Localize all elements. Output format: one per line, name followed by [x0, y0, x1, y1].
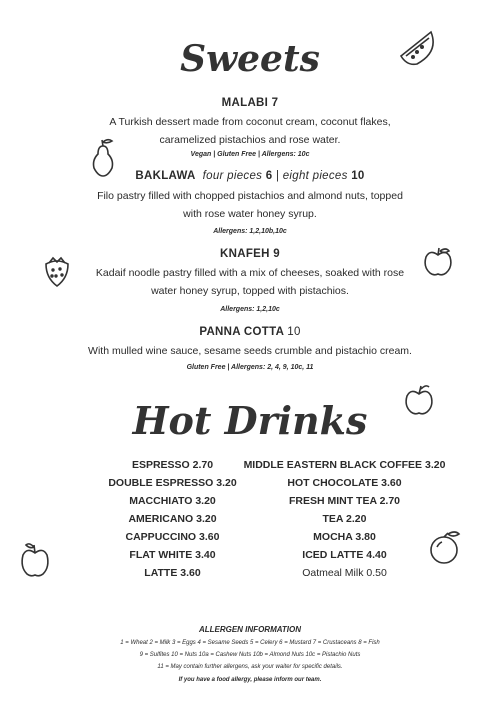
drink-left-2: DOUBLE ESPRESSO 3.20: [108, 477, 237, 489]
knafeh-name: KNAFEH: [220, 248, 270, 260]
apple-icon: [17, 539, 53, 581]
drink-right-2: HOT CHOCOLATE 3.60: [287, 477, 402, 489]
panna-cotta-meta: Gluten Free | Allergens: 2, 4, 9, 10c, 11: [186, 364, 314, 371]
malabi-title: [0, 97, 500, 109]
panna-cotta-title: [0, 326, 500, 338]
malabi-name: MALABI: [221, 97, 269, 109]
drink-left-6: FLAT WHITE 3.40: [129, 549, 216, 561]
malabi-description: [70, 113, 430, 149]
apple-icon: [401, 380, 437, 418]
knafeh-meta: Allergens: 1,2,10c: [220, 306, 280, 313]
baklawa-description: [70, 187, 430, 223]
drink-left-5: CAPPUCCINO 3.60: [125, 531, 220, 543]
drink-left-1: ESPRESSO 2.70: [131, 459, 214, 471]
apple-icon: [420, 243, 456, 279]
desc-line: water honey syrup, topped with pistachios.: [151, 285, 349, 297]
baklawa-title: [0, 170, 500, 182]
orange-icon: [425, 527, 465, 567]
desc-line: Filo pastry filled with chopped pistachios and almond nuts, topped: [97, 190, 403, 202]
knafeh-price: 9: [273, 248, 280, 260]
hot-drinks-heading: Hot Drinks: [132, 398, 368, 443]
drink-right-3: FRESH MINT TEA 2.70: [288, 495, 401, 507]
strawberry-icon: [41, 254, 73, 288]
panna-cotta-price: 10: [287, 326, 301, 338]
baklawa-option2: eight pieces: [282, 170, 348, 182]
panna-cotta-description: [40, 342, 460, 360]
allergen-title: ALLERGEN INFORMATION: [198, 625, 302, 634]
allergen-line-4: If you have a food allergy, please inform our team.: [178, 677, 322, 683]
desc-line: A Turkish dessert made from coconut cream, coconut flakes,: [109, 116, 391, 128]
allergen-line-3: 11 = May contain further allergens, ask your waiter for specific details.: [157, 664, 343, 670]
sweets-heading: Sweets: [180, 38, 320, 80]
knafeh-description: [70, 264, 430, 300]
drink-left-3: MACCHIATO 3.20: [129, 495, 216, 507]
baklawa-name: BAKLAWA: [135, 170, 196, 182]
desc-line: caramelized pistachios and rose water.: [159, 134, 341, 146]
desc-line: with rose water honey syrup.: [183, 208, 317, 220]
malabi-price: 7: [271, 97, 279, 109]
pear-icon: [88, 136, 118, 178]
drink-right-7: Oatmeal Milk 0.50: [302, 567, 387, 579]
baklawa-price1: 6: [265, 170, 273, 182]
watermelon-icon: [395, 26, 439, 70]
baklawa-option1: four pieces: [202, 170, 263, 182]
baklawa-meta: Allergens: 1,2,10b,10c: [213, 228, 287, 235]
desc-line: With mulled wine sauce, sesame seeds crumble and pistachio cream.: [88, 345, 412, 357]
drink-right-4: TEA 2.20: [322, 513, 367, 525]
allergen-line-2: 9 = Sulfites 10 = Nuts 10a = Cashew Nuts 10b = Almond Nuts 10c = Pistachio Nuts: [139, 652, 361, 658]
drink-left-7: LATTE 3.60: [144, 567, 201, 579]
drink-left-4: AMERICANO 3.20: [128, 513, 217, 525]
malabi-meta: Vegan | Gluten Free | Allergens: 10c: [190, 151, 310, 158]
drink-right-1: MIDDLE EASTERN BLACK COFFEE 3.20: [243, 459, 446, 471]
baklawa-separator: |: [275, 170, 280, 182]
desc-line: Kadaif noodle pastry filled with a mix of cheeses, soaked with rose: [95, 267, 405, 279]
drink-right-5: MOCHA 3.80: [313, 531, 376, 543]
panna-cotta-name: PANNA COTTA: [199, 326, 284, 338]
allergen-line-1: 1 = Wheat 2 = Milk 3 = Eggs 4 = Sesame Seeds 5 = Celery 6 = Mustard 7 = Crustaceans 8 = Fish: [120, 640, 380, 646]
drink-right-6: ICED LATTE 4.40: [302, 549, 387, 561]
baklawa-price2: 10: [351, 170, 365, 182]
